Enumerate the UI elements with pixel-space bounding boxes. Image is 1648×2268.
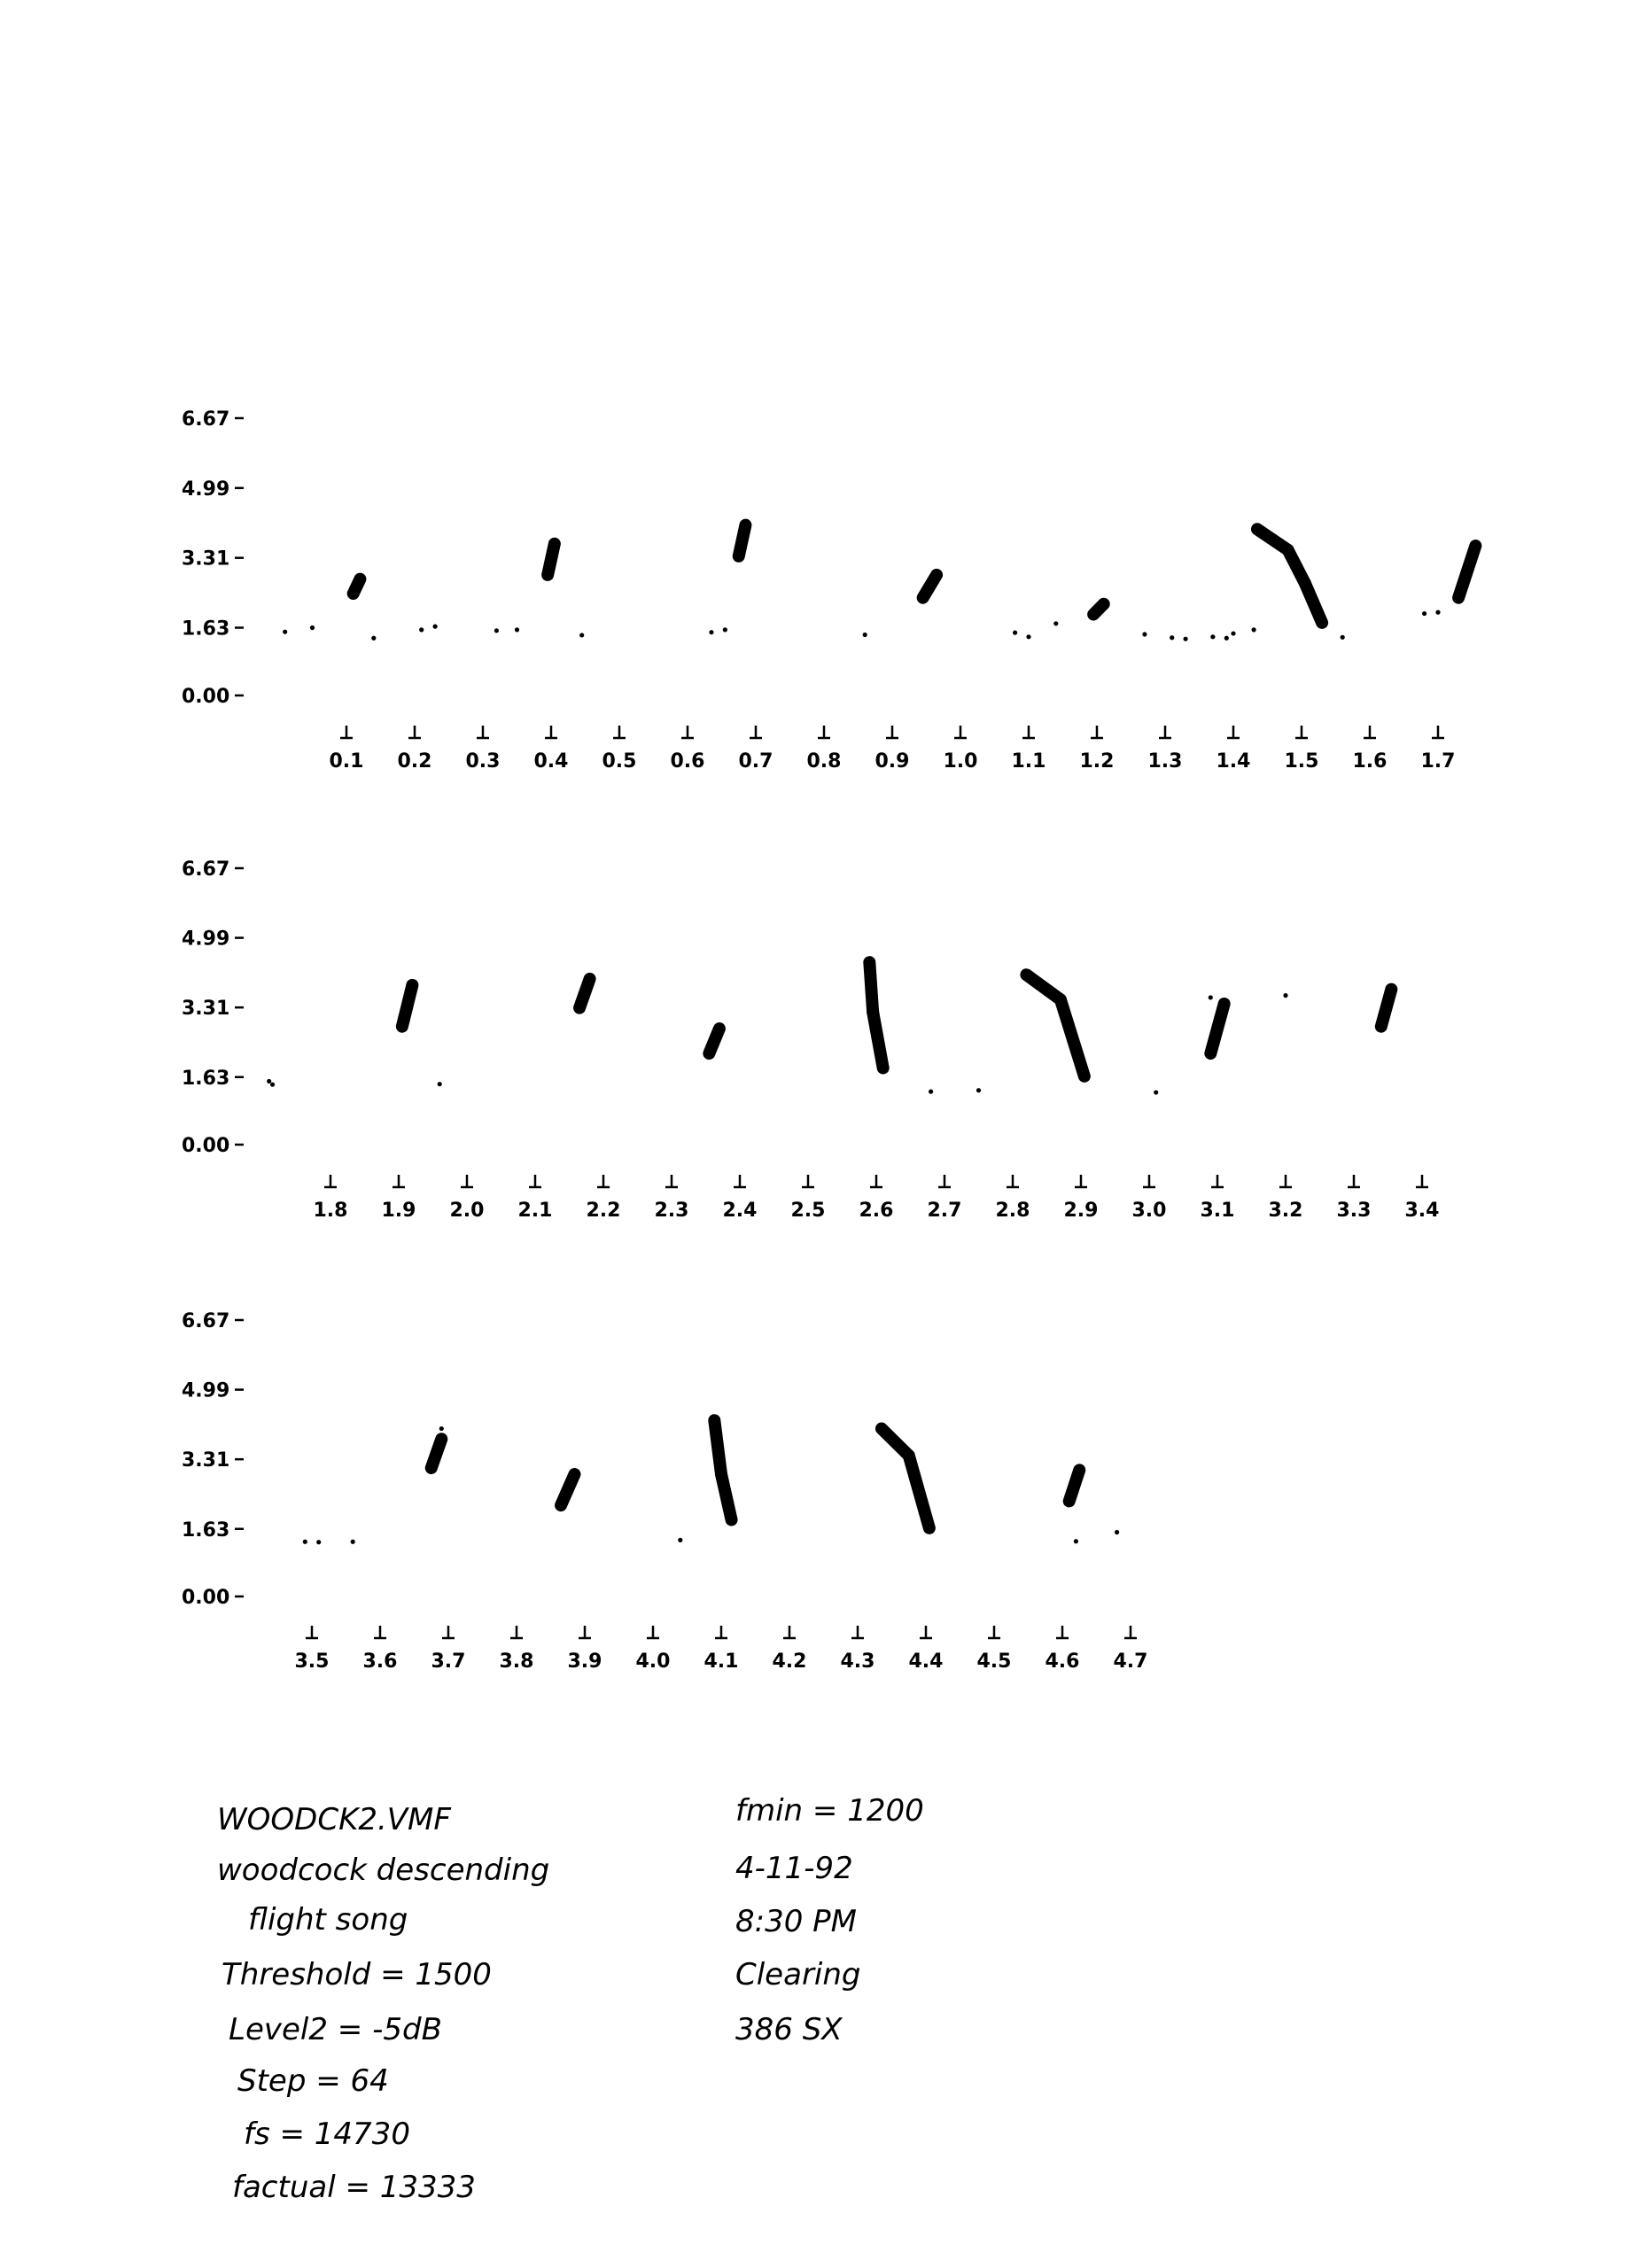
data-point [1142,632,1147,636]
x-tick [1114,1626,1148,1673]
x-tick-label: 0.1 [329,750,364,773]
x-tick-label: 2.7 [927,1200,962,1222]
x-tick [928,1175,962,1222]
data-point [1184,637,1188,641]
x-tick [636,1626,671,1673]
x-tick [773,1626,807,1673]
y-tick-label: 4.99 [182,478,230,501]
x-tick-label: 3.7 [431,1651,466,1673]
x-tick [859,1175,894,1222]
x-tick [295,1626,330,1673]
x-tick [587,1175,621,1222]
x-tick-label: 4.4 [908,1651,944,1673]
handwritten-notes [217,1793,924,2205]
data-point [709,630,713,634]
x-tick [944,726,978,773]
x-tick-label: 0.5 [602,750,637,773]
x-tick [996,1175,1030,1222]
y-tick-label: 0.00 [182,686,230,708]
x-tick-label: 1.1 [1011,750,1046,773]
data-point [1074,1539,1078,1543]
y-tick-label: 6.67 [182,858,230,881]
x-tick-label: 4.3 [840,1651,875,1673]
x-tick [739,726,773,773]
data-point [515,627,519,632]
x-tick-label: 0.2 [397,750,432,773]
data-point [929,1090,933,1094]
trace-segment [579,979,590,1008]
y-tick-label: 1.63 [182,1518,230,1542]
x-tick [398,726,432,773]
data-point [303,1540,307,1544]
x-tick [1148,726,1183,773]
x-tick [791,1175,826,1222]
data-point [494,628,499,633]
trace-segment [1061,999,1084,1076]
data-point [579,633,584,637]
x-tick-label: 3.3 [1336,1200,1372,1222]
x-tick [1012,726,1046,773]
x-tick-label: 2.6 [859,1200,894,1222]
x-tick-label: 3.5 [294,1651,330,1673]
x-tick-label: 1.8 [313,1200,348,1222]
data-point [1231,631,1235,635]
x-tick [518,1175,553,1222]
x-tick [723,1175,758,1222]
x-tick-label: 4.1 [704,1651,739,1673]
note-right-line: 4-11-92 [735,1851,853,1886]
x-tick-label: 2.9 [1063,1200,1099,1222]
x-tick-label: 2.1 [517,1200,553,1222]
note-left-line: fs = 14730 [244,2117,410,2152]
x-tick-label: 1.4 [1216,750,1251,773]
x-tick [330,726,364,773]
x-tick-label: 0.3 [465,750,501,773]
x-tick [1405,1175,1440,1222]
x-tick [1337,1175,1372,1222]
y-tick-label: 6.67 [182,408,230,431]
data-point [1013,631,1017,635]
x-tick [875,726,910,773]
note-left-line: factual = 13333 [232,2170,476,2205]
x-tick-label: 4.6 [1045,1651,1080,1673]
x-tick [671,726,705,773]
x-tick-label: 1.5 [1284,750,1319,773]
x-tick [655,1175,689,1222]
data-point [267,1079,271,1084]
x-tick-label: 2.3 [654,1200,689,1222]
x-tick-label: 0.6 [670,750,705,773]
data-point [438,1082,442,1086]
x-tick-label: 1.6 [1352,750,1388,773]
x-tick [1269,1175,1303,1222]
note-right-line: 8:30 PM [735,1904,857,1939]
trace-segment [923,575,937,598]
x-tick [450,1175,485,1222]
x-tick [1421,726,1456,773]
note-left-line: woodcock descending [217,1852,550,1888]
data-point [1224,636,1229,641]
x-tick [1353,726,1388,773]
trace-segment [1026,975,1061,999]
data-point [1422,611,1426,616]
x-tick-label: 0.9 [875,750,910,773]
x-tick [1201,1175,1235,1222]
x-tick [500,1626,534,1673]
y-tick-label: 1.63 [182,1067,230,1090]
data-point [433,625,438,629]
trace-segment [1069,1470,1080,1501]
trace-segment [721,1474,732,1519]
data-point [1115,1530,1119,1534]
x-tick-label: 4.7 [1113,1651,1148,1673]
x-tick-label: 2.2 [586,1200,621,1222]
data-point [354,584,359,588]
trace-segment [402,985,413,1027]
data-point [1053,621,1058,625]
x-tick-label: 0.7 [738,750,773,773]
x-tick [1080,726,1115,773]
x-tick [363,1626,398,1673]
trace-segment [909,1456,929,1528]
trace-segment [1305,583,1322,623]
x-tick-label: 3.4 [1404,1200,1440,1222]
x-tick-label: 4.0 [635,1651,671,1673]
y-tick-label: 3.31 [182,1449,230,1472]
y-tick-label: 3.31 [182,548,230,571]
x-tick [1217,726,1251,773]
x-tick [1064,1175,1099,1222]
x-tick [909,1626,944,1673]
x-tick [568,1626,602,1673]
chart-3 [182,1310,1147,1673]
x-tick-label: 0.4 [533,750,569,773]
data-point [678,1538,682,1542]
data-point [310,625,315,630]
trace-segment [1093,604,1104,615]
x-tick-label: 3.2 [1268,1200,1303,1222]
chart-1 [182,408,1475,773]
trace-segment [1210,1004,1224,1053]
y-tick-label: 4.99 [182,928,230,951]
note-left-line: Step = 64 [237,2063,389,2099]
trace-segment [1458,546,1475,598]
note-left-line: Level2 = -5dB [229,2012,442,2047]
data-point [863,633,867,637]
x-tick [534,726,569,773]
data-point [316,1540,321,1544]
x-tick [1132,1175,1167,1222]
x-tick [704,1626,739,1673]
x-tick [602,726,637,773]
data-point [283,630,287,634]
x-tick [431,1626,466,1673]
x-tick-label: 1.0 [943,750,978,773]
x-tick-label: 2.8 [995,1200,1030,1222]
trace-segment [709,1029,719,1053]
trace-segment [714,1420,721,1474]
trace-segment [561,1474,574,1505]
y-tick-label: 4.99 [182,1379,230,1402]
x-tick-label: 3.8 [499,1651,534,1673]
x-tick [466,726,501,773]
x-tick-label: 3.0 [1131,1200,1167,1222]
x-tick [382,1175,416,1222]
data-point [1283,993,1287,998]
trace-segment [1381,990,1392,1027]
y-tick-label: 0.00 [182,1135,230,1157]
chart-2 [182,858,1439,1222]
x-tick-label: 2.4 [722,1200,758,1222]
x-tick [841,1626,875,1673]
trace-segment [739,525,746,556]
y-tick-label: 0.00 [182,1587,230,1609]
x-tick [977,1626,1012,1673]
note-left-line: WOODCK2.VMF [217,1802,451,1837]
trace-segment [431,1439,442,1468]
trace-segment [869,962,873,1012]
trace-segment [548,544,555,575]
x-tick [807,726,842,773]
note-right-line: Clearing [735,1957,861,1992]
note-left-line: Threshold = 1500 [222,1957,492,1992]
note-left-line: flight song [248,1902,408,1938]
data-point [1252,627,1256,632]
data-point [723,627,727,632]
x-tick-label: 4.5 [976,1651,1012,1673]
y-tick-label: 6.67 [182,1310,230,1332]
data-point [439,1426,444,1431]
data-point [1209,995,1213,999]
data-point [1210,634,1215,639]
x-tick-label: 0.8 [806,750,842,773]
x-tick [314,1175,348,1222]
x-tick [1285,726,1319,773]
data-point [976,1088,981,1092]
data-point [1435,610,1440,615]
x-tick-label: 4.2 [772,1651,807,1673]
x-tick-label: 1.9 [381,1200,416,1222]
x-tick-label: 3.6 [362,1651,398,1673]
data-point [1154,1090,1158,1094]
x-tick-label: 1.2 [1079,750,1115,773]
trace-segment [873,1012,883,1068]
data-point [1170,635,1174,640]
data-point [270,1083,275,1087]
data-point [351,1540,355,1544]
note-right-line: fmin = 1200 [735,1793,924,1829]
data-point [371,636,376,641]
x-tick-label: 1.3 [1147,750,1183,773]
x-tick-label: 3.1 [1200,1200,1235,1222]
y-tick-label: 1.63 [182,617,230,641]
data-point [419,627,424,632]
x-tick-label: 2.5 [790,1200,826,1222]
data-point [1026,634,1030,639]
note-right-line: 386 SX [735,2012,843,2047]
x-tick-label: 2.0 [449,1200,485,1222]
x-tick [1046,1626,1080,1673]
x-tick-label: 3.9 [567,1651,602,1673]
x-tick-label: 1.7 [1420,750,1456,773]
data-point [1341,635,1345,640]
y-tick-label: 3.31 [182,998,230,1021]
